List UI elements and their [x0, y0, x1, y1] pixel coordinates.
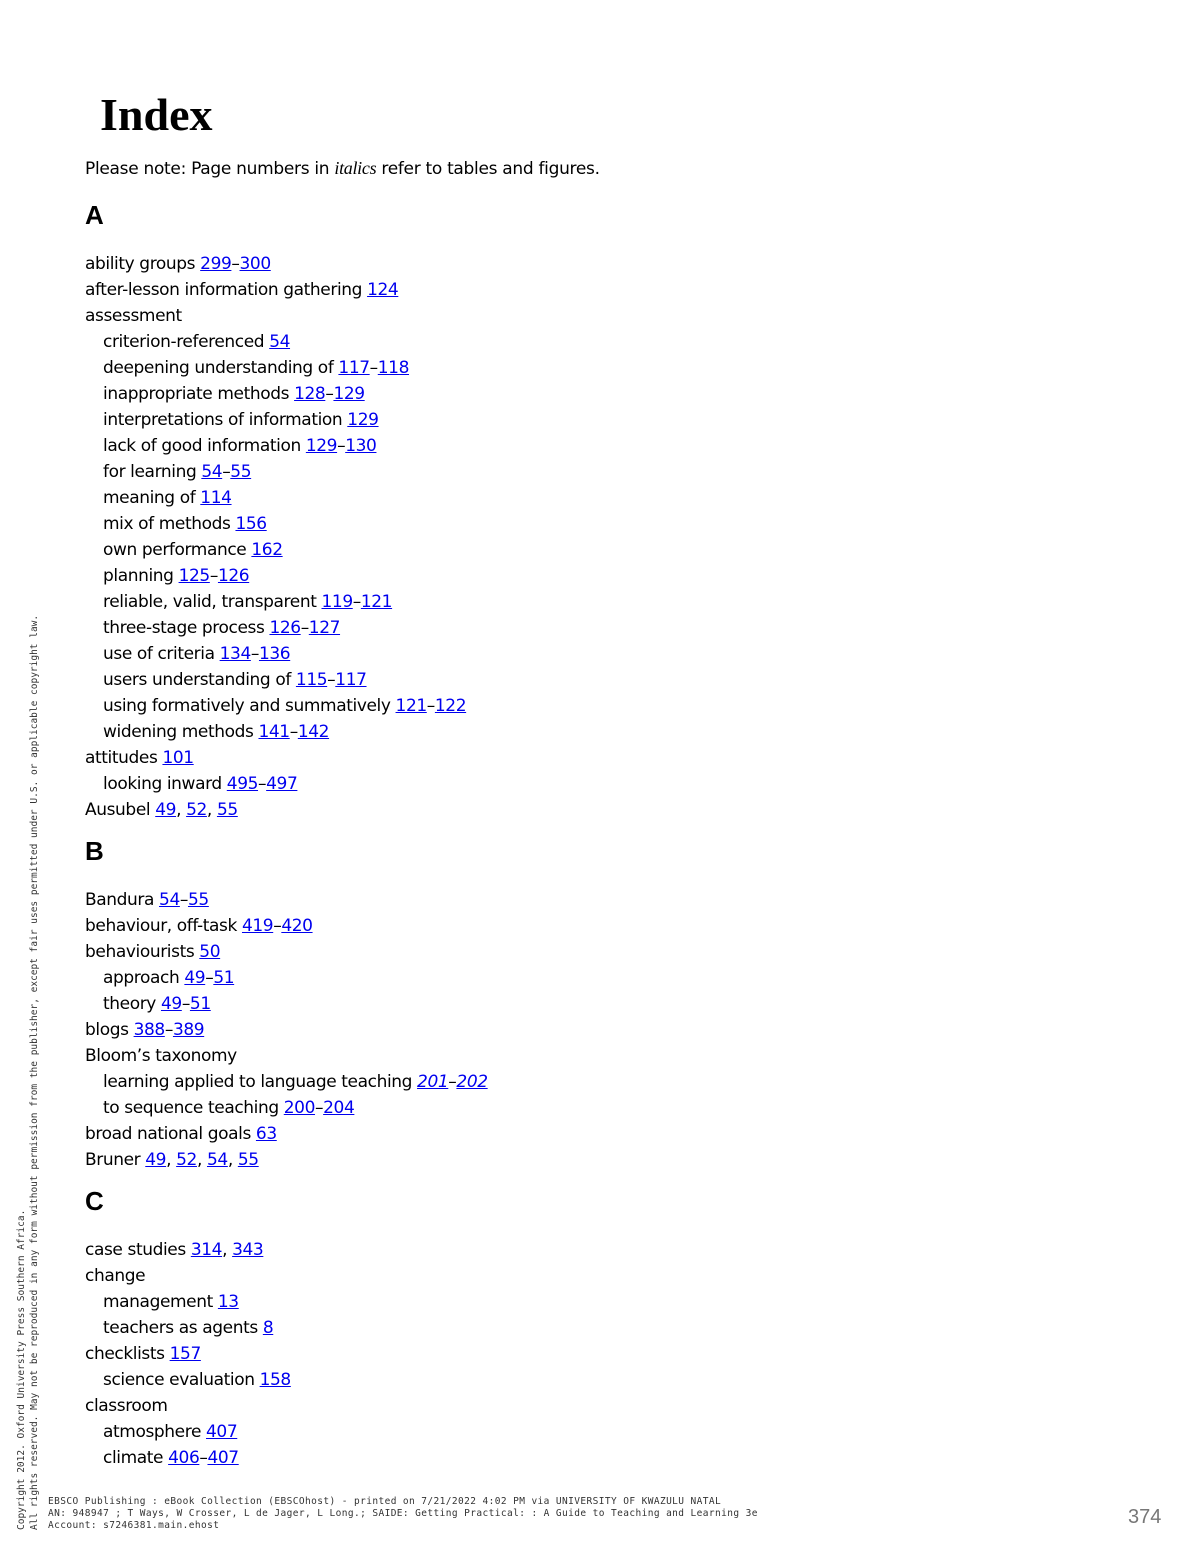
index-subentry [85, 1315, 885, 1341]
page-refs [200, 254, 271, 274]
page-link[interactable]: 497 [266, 774, 298, 794]
section-letter-a: A [85, 200, 104, 230]
page-separator: – [325, 384, 334, 404]
index-entry [85, 939, 885, 965]
page-link[interactable]: 124 [367, 280, 399, 300]
index-entry [85, 745, 885, 771]
entry-term: ability groups [85, 254, 201, 274]
page-link[interactable]: 115 [295, 670, 328, 690]
page-separator: – [231, 254, 240, 274]
ebsco-footer [48, 1496, 758, 1532]
page-refs [263, 1318, 273, 1338]
copyright-line-2: All rights reserved. May not be reproduced in any form without permission from the publisher, except fair uses permitted under U.S. or applicable copyright law. [29, 614, 40, 1530]
page-separator: – [205, 968, 214, 988]
entry-term: meaning of [103, 488, 201, 508]
index-entry [85, 1237, 885, 1263]
page-separator: – [179, 890, 188, 910]
entry-term: interpretations of information [103, 410, 348, 430]
page-separator: – [209, 566, 218, 586]
entry-term: assessment [85, 306, 182, 326]
page-separator: – [352, 592, 361, 612]
page-link[interactable]: 51 [189, 994, 211, 1014]
entry-term: science evaluation [103, 1370, 260, 1390]
index-subentry [85, 433, 885, 459]
page-refs [321, 592, 392, 612]
index-entry [85, 1121, 885, 1147]
index-entry [85, 913, 885, 939]
page-link[interactable]: 55 [237, 1150, 259, 1170]
entry-term: behaviourists [85, 942, 200, 962]
page-link[interactable]: 54 [206, 1150, 228, 1170]
page-link[interactable]: 162 [251, 540, 283, 560]
index-entry [85, 797, 885, 823]
index-subentry [85, 991, 885, 1017]
page-refs [168, 1448, 239, 1468]
page-refs [191, 1240, 264, 1260]
page-link[interactable]: 8 [262, 1318, 274, 1338]
entry-term: three-stage process [103, 618, 270, 638]
index-entry [85, 1263, 885, 1289]
entry-term: lack of good information [103, 436, 306, 456]
page-refs [227, 774, 298, 794]
entry-term: climate [103, 1448, 169, 1468]
entry-term: behaviour, off-task [85, 916, 242, 936]
page-link[interactable]: 126 [217, 566, 250, 586]
page-link[interactable]: 49 [145, 1150, 167, 1170]
page-link[interactable]: 202 [456, 1072, 488, 1092]
page-separator: – [448, 1072, 457, 1092]
index-subentry [85, 1289, 885, 1315]
index-subentry [85, 459, 885, 485]
page-refs [256, 1124, 277, 1144]
page-separator: – [222, 462, 231, 482]
page-link[interactable]: 49 [184, 968, 206, 988]
page-link[interactable]: 129 [305, 436, 338, 456]
entry-term: learning applied to language teaching [103, 1072, 418, 1092]
page-refs [170, 1344, 201, 1364]
entry-term: attitudes [85, 748, 163, 768]
entry-term: users understanding of [103, 670, 296, 690]
page-refs [258, 722, 329, 742]
entry-term: to sequence teaching [103, 1098, 284, 1118]
page-link[interactable]: 54 [269, 332, 291, 352]
entry-term: Bruner [85, 1150, 146, 1170]
page-separator: – [250, 644, 259, 664]
index-entry [85, 887, 885, 913]
index-subentry [85, 771, 885, 797]
page-refs [242, 916, 313, 936]
page-refs [220, 644, 291, 664]
page-link[interactable]: 389 [172, 1020, 205, 1040]
entry-term: change [85, 1266, 146, 1286]
index-subentry [85, 589, 885, 615]
page-refs [396, 696, 467, 716]
entry-term: Ausubel [85, 800, 156, 820]
index-subentry [85, 511, 885, 537]
entry-term: widening methods [103, 722, 259, 742]
page-link[interactable]: 204 [323, 1098, 355, 1118]
index-subentry [85, 693, 885, 719]
index-subentry [85, 1095, 885, 1121]
index-entry [85, 1341, 885, 1367]
page-link[interactable]: 300 [239, 254, 271, 274]
entry-term: Bloom’s taxonomy [85, 1046, 237, 1066]
page-separator: – [337, 436, 346, 456]
entry-term: own performance [103, 540, 252, 560]
page-link[interactable]: 495 [226, 774, 259, 794]
page-refs [347, 410, 378, 430]
page-link[interactable]: 129 [333, 384, 365, 404]
page-refs [155, 800, 238, 820]
page-link[interactable]: 158 [259, 1370, 291, 1390]
entry-term: case studies [85, 1240, 191, 1260]
page-link[interactable]: 49 [160, 994, 182, 1014]
page-refs [200, 488, 231, 508]
footer-line-2: AN: 948947 ; T Ways, W Crosser, L de Jager, L Long.; SAIDE: Getting Practical: : A Guide to Teaching and Learning 3e [48, 1508, 758, 1519]
page-separator: , [222, 1240, 233, 1260]
entry-term: classroom [85, 1396, 168, 1416]
index-subentry [85, 1367, 885, 1393]
index-entry [85, 1017, 885, 1043]
page-link[interactable]: 52 [186, 800, 207, 820]
page-refs [251, 540, 282, 560]
page-link[interactable]: 49 [155, 800, 177, 820]
entry-term: blogs [85, 1020, 134, 1040]
page-separator: – [289, 722, 298, 742]
page-link[interactable]: 134 [219, 644, 251, 664]
index-subentry [85, 1419, 885, 1445]
footer-line-3: Account: s7246381.main.ehost [48, 1520, 220, 1531]
entry-term: approach [103, 968, 185, 988]
page-link[interactable]: 54 [159, 890, 180, 910]
page-link[interactable]: 127 [308, 618, 341, 638]
entry-term: using formatively and summatively [103, 696, 396, 716]
page-link[interactable]: 55 [187, 890, 209, 910]
page-separator: – [181, 994, 190, 1014]
page-link[interactable]: 121 [360, 592, 393, 612]
page-link[interactable]: 54 [201, 462, 223, 482]
page-separator: , [206, 800, 217, 820]
index-subentry [85, 965, 885, 991]
entry-term: mix of methods [103, 514, 236, 534]
page-refs [338, 358, 409, 378]
page-refs [269, 618, 340, 638]
page-link[interactable]: 55 [230, 462, 252, 482]
page-link[interactable]: 117 [335, 670, 367, 690]
page-refs [296, 670, 367, 690]
page-link[interactable]: 126 [269, 618, 301, 638]
entry-term: reliable, valid, transparent [103, 592, 322, 612]
entry-term: teachers as agents [103, 1318, 263, 1338]
page-separator: , [166, 1150, 177, 1170]
page-link[interactable]: 63 [255, 1124, 277, 1144]
page-link[interactable]: 141 [258, 722, 290, 742]
note-text: Please note: Page numbers in [85, 159, 335, 179]
page-separator: – [300, 618, 309, 638]
page-refs [134, 1020, 205, 1040]
entry-term: planning [103, 566, 179, 586]
page-link[interactable]: 122 [434, 696, 467, 716]
entry-term: checklists [85, 1344, 170, 1364]
page-separator: – [258, 774, 267, 794]
page-link[interactable]: 200 [283, 1098, 316, 1118]
page-link[interactable]: 142 [297, 722, 330, 742]
page-link[interactable]: 314 [190, 1240, 223, 1260]
page-link[interactable]: 117 [338, 358, 370, 378]
entry-term: management [103, 1292, 218, 1312]
page-link[interactable]: 201 [417, 1072, 449, 1092]
page-link[interactable]: 101 [162, 748, 194, 768]
page-separator: – [327, 670, 336, 690]
index-subentry [85, 563, 885, 589]
index-subentry [85, 719, 885, 745]
page-link[interactable]: 52 [176, 1150, 197, 1170]
page-separator: – [273, 916, 282, 936]
entry-term: atmosphere [103, 1422, 207, 1442]
entry-term: deepening understanding of [103, 358, 339, 378]
index-entry [85, 251, 885, 277]
page-refs [159, 890, 209, 910]
page-link[interactable]: 55 [216, 800, 238, 820]
index-subentry [85, 615, 885, 641]
page-link[interactable]: 128 [294, 384, 326, 404]
index-title: Index [100, 89, 213, 140]
entry-term: theory [103, 994, 161, 1014]
page-refs [206, 1422, 237, 1442]
index-entry [85, 277, 885, 303]
page-link[interactable]: 419 [241, 916, 274, 936]
entry-term: use of criteria [103, 644, 220, 664]
entry-term: looking inward [103, 774, 227, 794]
page-refs [161, 994, 211, 1014]
page-separator: – [164, 1020, 173, 1040]
section-letter-c: C [85, 1186, 104, 1216]
page-refs [199, 942, 220, 962]
page-link[interactable]: 420 [281, 916, 313, 936]
page-refs [145, 1150, 258, 1170]
page-link[interactable]: 407 [207, 1448, 239, 1468]
index-entry [85, 303, 885, 329]
index-subentry [85, 667, 885, 693]
page-link[interactable]: 119 [321, 592, 353, 612]
index-entry [85, 1147, 885, 1173]
copyright-line-1: Copyright 2012. Oxford University Press Southern Africa. [16, 1209, 27, 1530]
page-refs [179, 566, 250, 586]
entry-term: inappropriate methods [103, 384, 295, 404]
page-link[interactable]: 388 [133, 1020, 165, 1040]
page-separator: – [369, 358, 378, 378]
entry-term: for learning [103, 462, 202, 482]
page-separator: , [176, 800, 187, 820]
page-refs [269, 332, 290, 352]
page-link[interactable]: 50 [199, 942, 221, 962]
page-link[interactable]: 129 [347, 410, 379, 430]
copyright-notice [15, 615, 41, 1530]
page-link[interactable]: 118 [377, 358, 410, 378]
page-link[interactable]: 13 [217, 1292, 239, 1312]
index-subentry [85, 1445, 885, 1471]
page-link[interactable]: 299 [200, 254, 232, 274]
index-subentry [85, 641, 885, 667]
page-refs [284, 1098, 355, 1118]
page-link[interactable]: 407 [206, 1422, 238, 1442]
page-link[interactable]: 343 [232, 1240, 264, 1260]
page-link[interactable]: 157 [169, 1344, 201, 1364]
page-refs [218, 1292, 239, 1312]
page-refs [201, 462, 251, 482]
page-link[interactable]: 51 [213, 968, 235, 988]
page-refs [417, 1072, 488, 1092]
page-separator: , [227, 1150, 238, 1170]
index-subentry [85, 355, 885, 381]
page-refs [184, 968, 234, 988]
page-separator: – [199, 1448, 208, 1468]
index-subentry [85, 1069, 885, 1095]
footer-line-1: EBSCO Publishing : eBook Collection (EBSCOhost) - printed on 7/21/2022 4:02 PM via UNIVERSITY OF KWAZULU NATAL [48, 1496, 722, 1507]
index-subentry [85, 537, 885, 563]
note-text-end: refer to tables and figures. [376, 159, 600, 179]
index-entry [85, 1393, 885, 1419]
index-list [85, 200, 885, 1471]
entry-term: criterion-referenced [103, 332, 270, 352]
entry-term: after-lesson information gathering [85, 280, 368, 300]
page-number: 374 [1128, 1506, 1162, 1528]
page-link[interactable]: 125 [178, 566, 210, 586]
index-subentry [85, 329, 885, 355]
page-refs [235, 514, 266, 534]
entry-term: broad national goals [85, 1124, 256, 1144]
index-subentry [85, 407, 885, 433]
italics-note [85, 156, 600, 181]
page-link[interactable]: 156 [235, 514, 267, 534]
section-letter-b: B [85, 836, 104, 866]
page-link[interactable]: 406 [168, 1448, 200, 1468]
page-separator: – [426, 696, 435, 716]
entry-term: Bandura [85, 890, 160, 910]
page-separator: – [315, 1098, 324, 1118]
note-italic-word: italics [334, 158, 377, 178]
page-separator: , [196, 1150, 207, 1170]
page-refs [367, 280, 398, 300]
index-entry [85, 1043, 885, 1069]
page-refs [294, 384, 365, 404]
page-refs [260, 1370, 291, 1390]
index-subentry [85, 485, 885, 511]
page-link[interactable]: 114 [200, 488, 232, 508]
page-refs [162, 748, 193, 768]
page-link[interactable]: 136 [258, 644, 291, 664]
page-refs [306, 436, 377, 456]
page-link[interactable]: 121 [395, 696, 427, 716]
page-link[interactable]: 130 [345, 436, 377, 456]
index-subentry [85, 381, 885, 407]
